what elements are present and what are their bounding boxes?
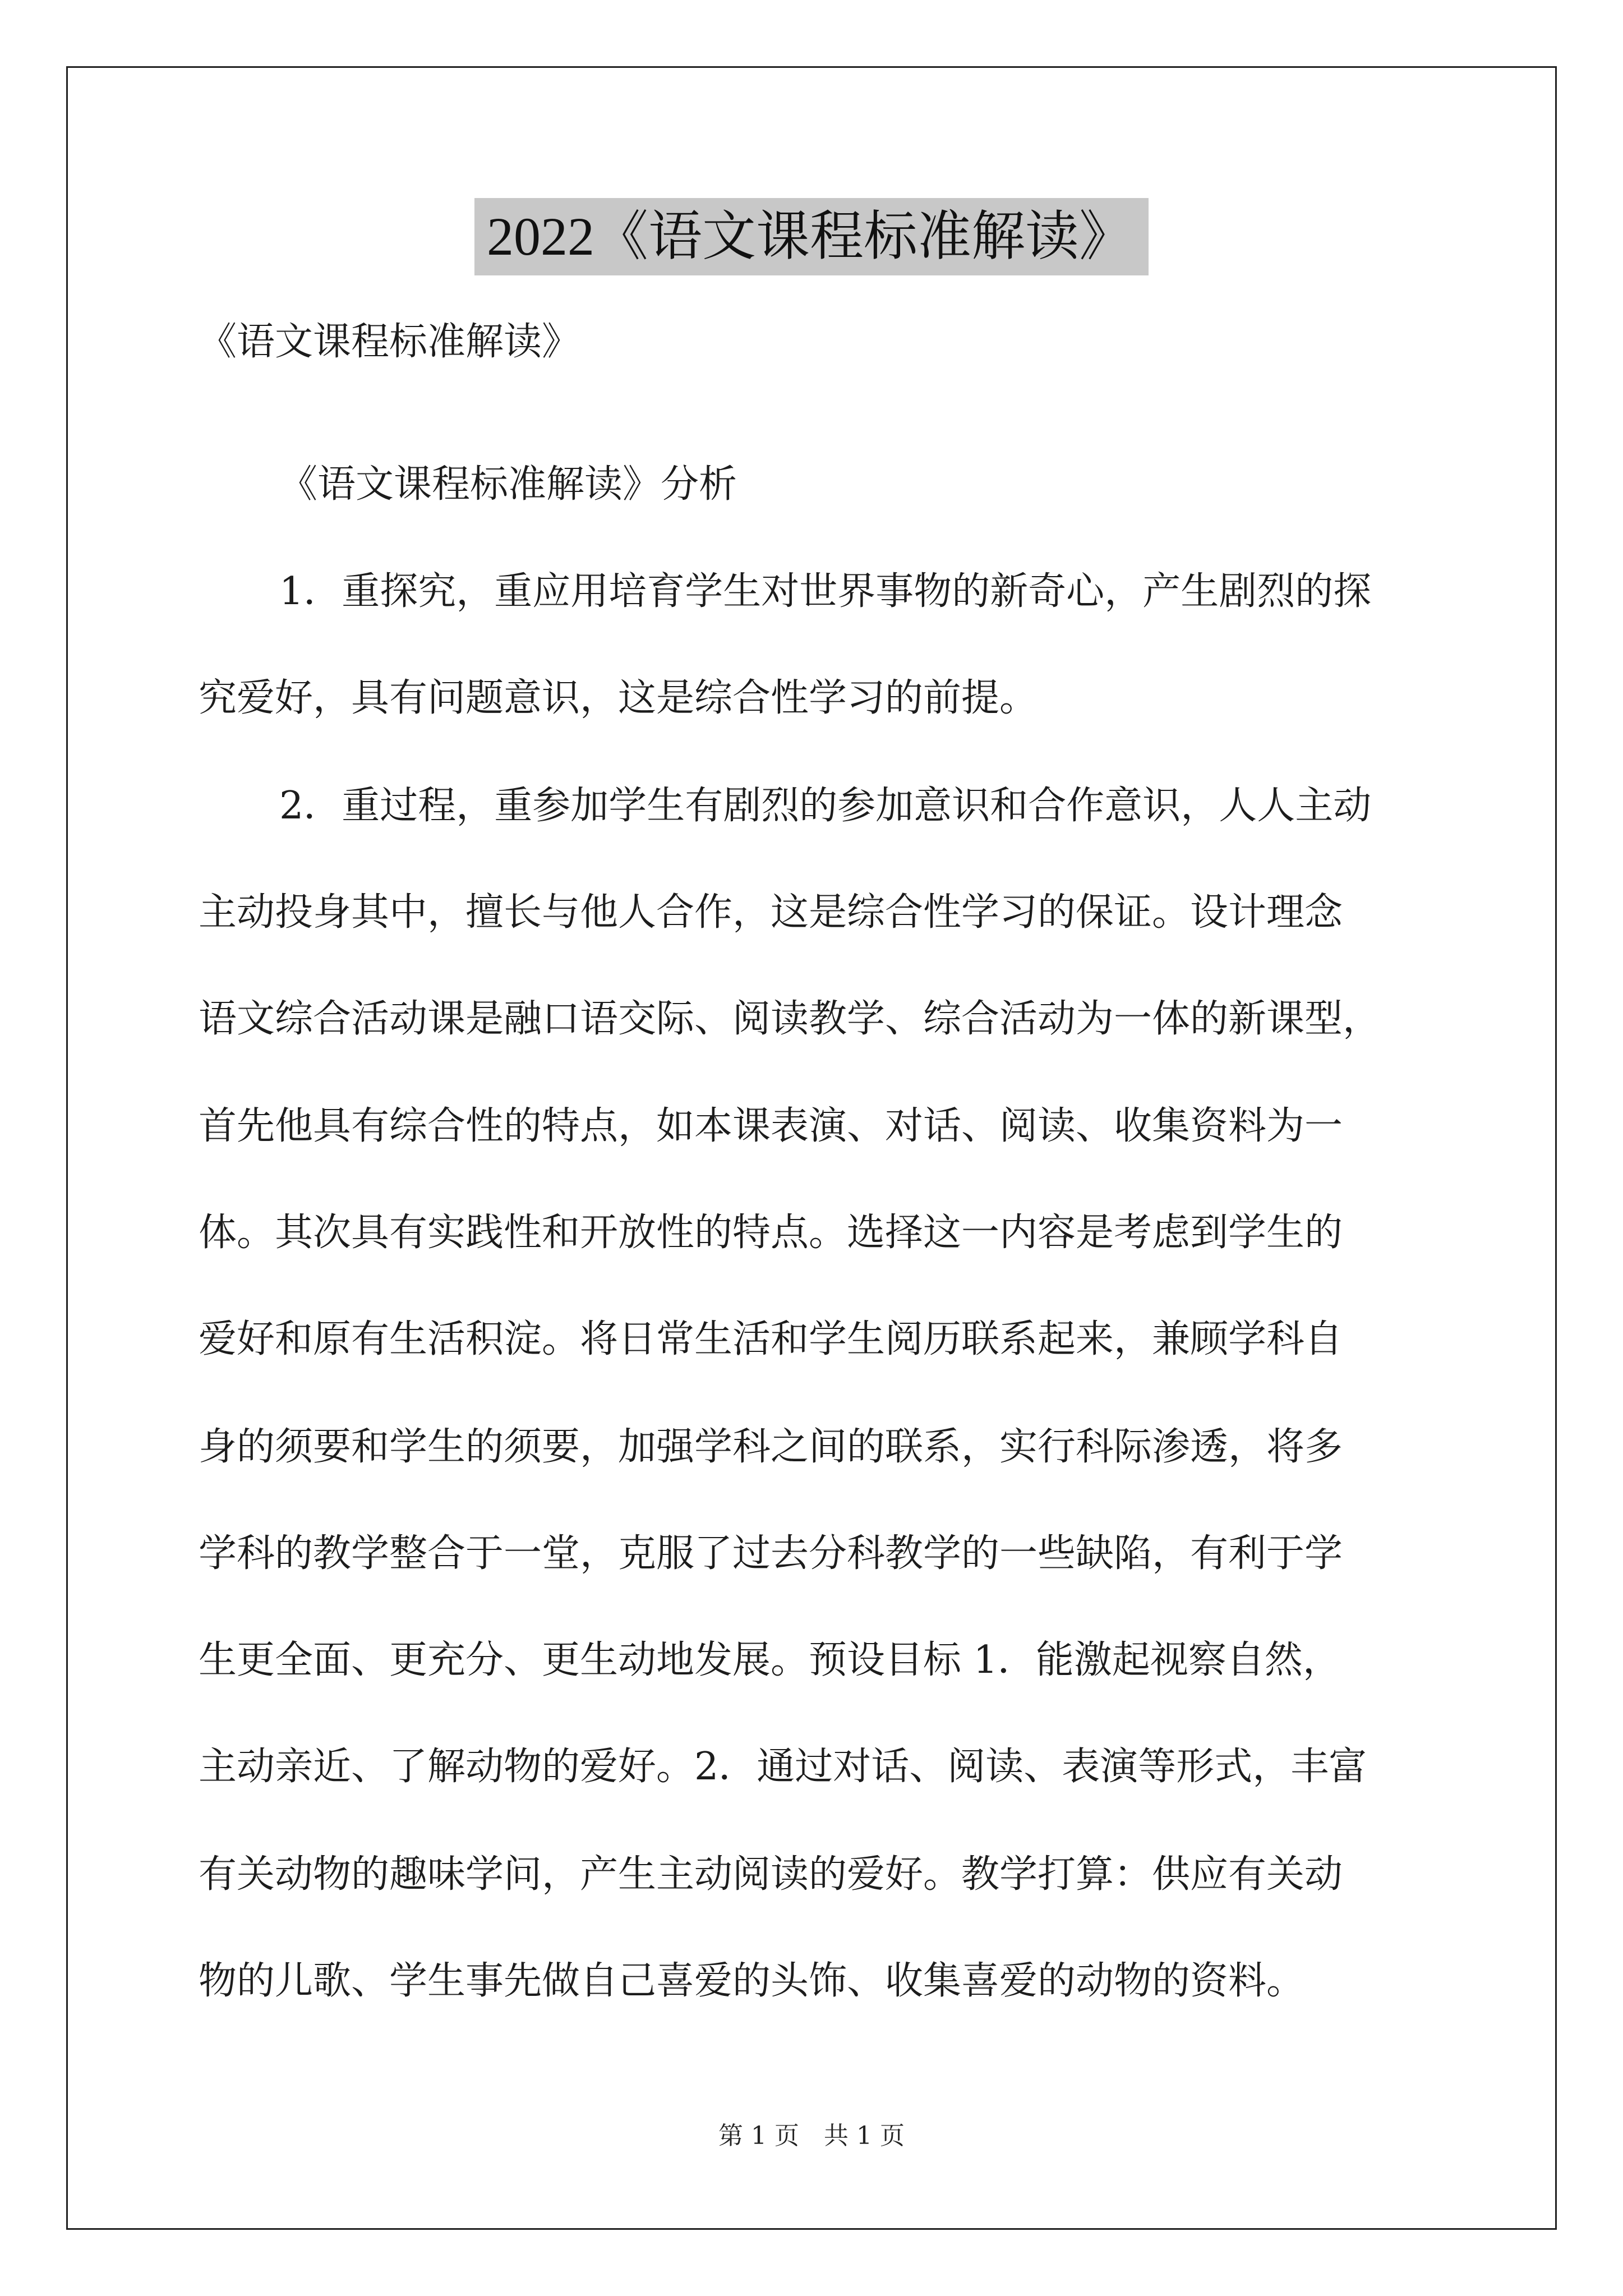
paragraph-line: 究爱好，具有问题意识，这是综合性学习的前提。 [199, 676, 1038, 720]
paragraph-line: 体。其次具有实践性和开放性的特点。选择这一内容是考虑到学生的 [199, 1211, 1343, 1255]
paragraph-line: 爱好和原有生活积淀。将日常生活和学生阅历联系起来，兼顾学科自 [199, 1317, 1343, 1361]
paragraph-line: 语文综合活动课是融口语交际、阅读教学、综合活动为一体的新课型， [199, 997, 1381, 1041]
document-title [0, 198, 1623, 275]
subheading-line: 《语文课程标准解读》分析 [279, 462, 737, 507]
paragraph-line: 身的须要和学生的须要，加强学科之间的联系，实行科际渗透，将多 [199, 1425, 1343, 1469]
paragraph-line: 首先他具有综合性的特点，如本课表演、对话、阅读、收集资料为一 [199, 1104, 1343, 1148]
paragraph-line: 1．重探究，重应用培育学生对世界事物的新奇心，产生剧烈的探 [279, 569, 1372, 614]
paragraph-line: 主动投身其中，擅长与他人合作，这是综合性学习的保证。设计理念 [199, 890, 1343, 935]
document-title-text: 2022《语文课程标准解读》 [474, 198, 1149, 275]
paragraph-line: 学科的教学整合于一堂，克服了过去分科教学的一些缺陷，有利于学 [199, 1531, 1343, 1576]
paragraph-line: 生更全面、更充分、更生动地发展。预设目标 1．能激起视察自然， [199, 1638, 1341, 1682]
paragraph-line: 物的儿歌、学生事先做自己喜爱的头饰、收集喜爱的动物的资料。 [199, 1959, 1305, 2003]
paragraph-line: 2．重过程，重参加学生有剧烈的参加意识和合作意识，人人主动 [279, 784, 1372, 828]
heading-line: 《语文课程标准解读》 [199, 320, 580, 364]
page-number: 第 1 页 共 1 页 [718, 2122, 905, 2150]
paragraph-line: 有关动物的趣味学问，产生主动阅读的爱好。教学打算：供应有关动 [199, 1852, 1343, 1897]
paragraph-line: 主动亲近、了解动物的爱好。2．通过对话、阅读、表演等形式，丰富 [199, 1745, 1367, 1789]
